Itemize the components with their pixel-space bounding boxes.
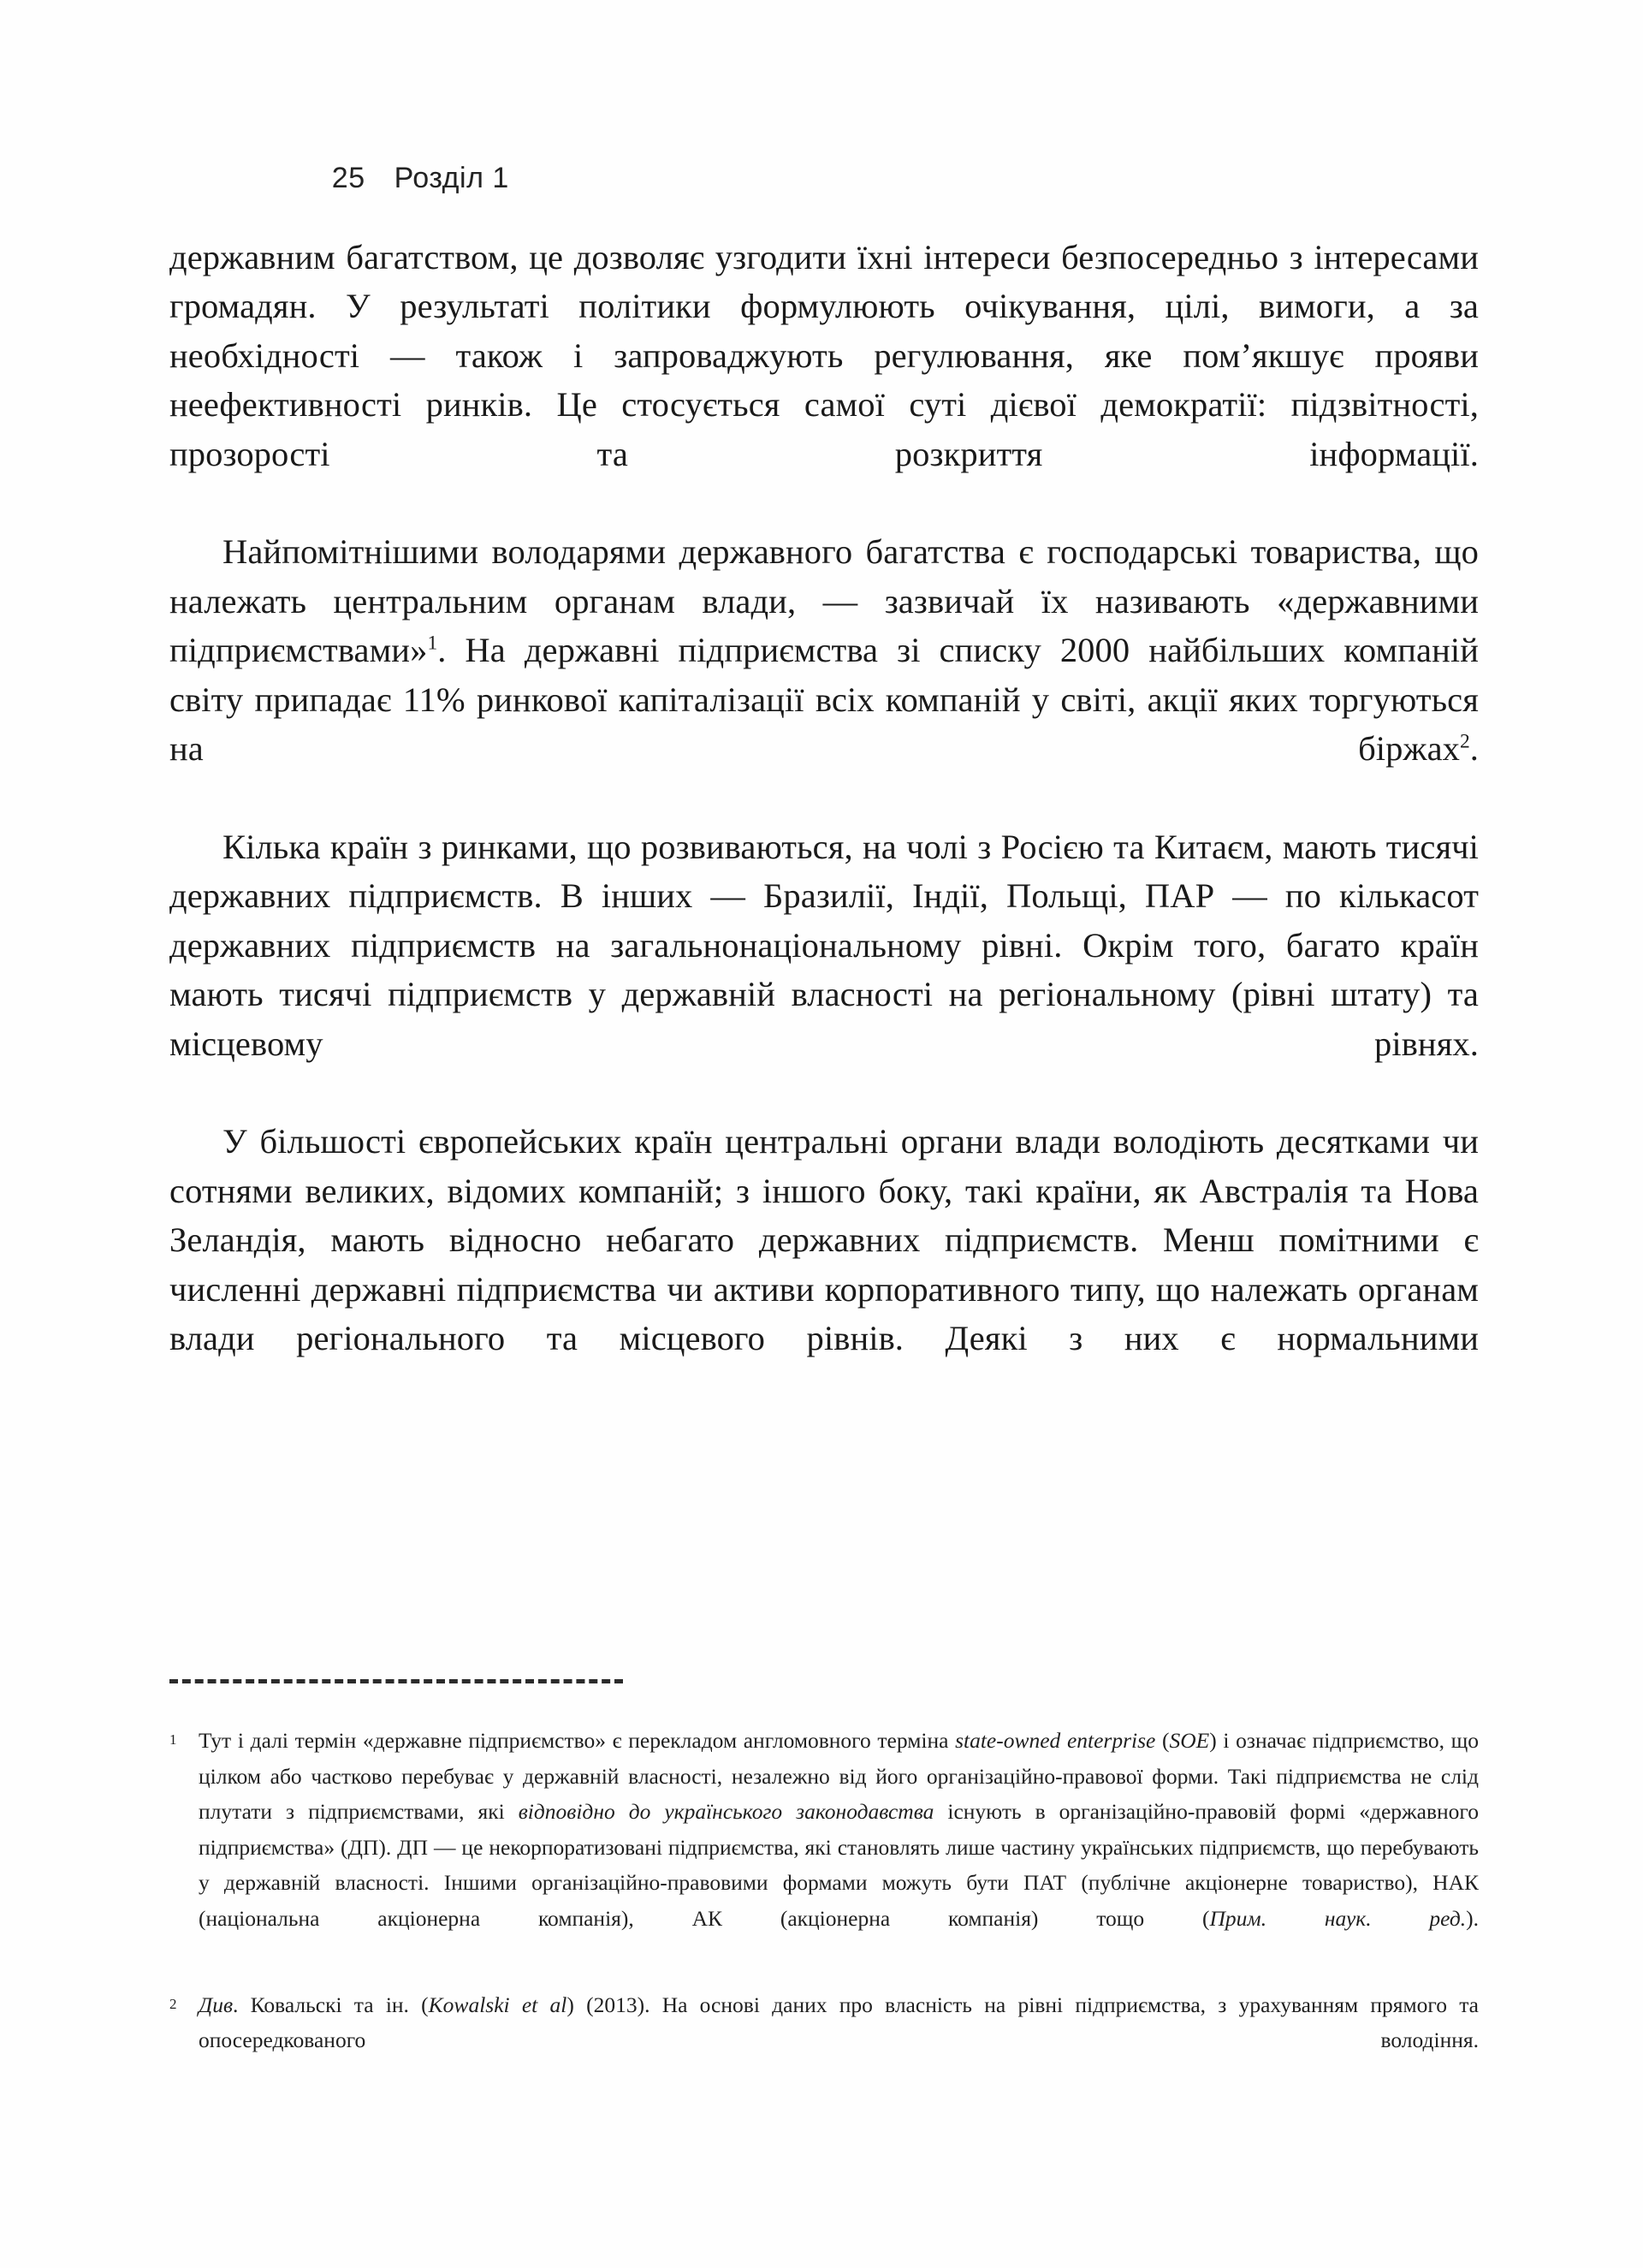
footnote-text: Див. Ковальскі та ін. (Kowalski et al) (2013). На основі даних про власність на рівні підприємства, з урахуванням прямого та опосередкованого володіння.	[199, 1992, 1479, 2052]
page-number: 25	[331, 162, 365, 194]
footnote-italic-run: state-owned enterprise	[955, 1728, 1156, 1753]
paragraph-text: Кілька країн з ринками, що розвиваються, на чолі з Росією та Китаєм, мають тисячі державних підприємств. В інших — Бразилії, Індії, Польщі, ПАР — по кількасот державних підприємств на загальнонаціональному рівні. Окрім того, багато країн мають тисячі підприємств у державній власності на регіональному (рівні штату) та місцевому рівнях.	[169, 827, 1479, 1063]
paragraph-text: У більшості європейських країн центральні органи влади володіють десятками чи сотнями великих, відомих компаній; з іншого боку, такі країни, як Австралія та Нова Зеландія, мають відносно небагато державних підприємств. Менш помітними є численні державні підприємства чи активи корпоративного типу, що належать органам влади регіонального та місцевого рівнів. Деякі з них є нормальними	[169, 1122, 1479, 1357]
footnote-reference-1[interactable]: 1	[427, 632, 438, 655]
running-head	[298, 128, 509, 229]
footnote-italic-run: Прим. наук. ред.	[1209, 1905, 1467, 1931]
paragraph	[169, 1117, 1479, 1411]
body-text-block	[169, 233, 1479, 1412]
footnote-separator-rule	[169, 1679, 623, 1683]
paragraph-text: державним багатством, це дозволяє узгодити їхні інтереси безпосередньо з інтересами громадян. У результаті політики формулюють очікування, цілі, вимоги, а за необхідності — також і запроваджують регулювання, яке пом’якшує прояви неефективності ринків. Це стосується самої суті дієвої демократії: підзвітності, прозорості та розкриття інформації.	[169, 238, 1479, 473]
paragraph-text: Найпомітнішими володарями державного багатства є господарські товариства, що належать центральним органам влади, — зазвичай їх називають «державними підприємствами»$^1$. На державні підприємства зі списку 2000 найбільших компаній світу припадає 11% ринкової капіталізації всіх компаній у світі, акції яких торгуються на біржах$^2$.	[169, 532, 1479, 769]
footnote-area	[169, 1679, 1479, 2109]
paragraph	[169, 233, 1479, 527]
footnote-item	[169, 1987, 1479, 2094]
footnote-text: Тут і далі термін «державне підприємство» є перекладом англомовного терміна state-owned enterprise (SOE) і означає підприємство, що цілком або частково перебуває у державній власності, незалежно від його організаційно-правової форми. Такі підприємства не слід плутати з підприємствами, які відповідно до українського законодавства існують в організаційно-правовій формі «державного підприємства» (ДП). ДП — це некорпоратизовані підприємства, які становлять лише частину українських підприємств, що перебувають у державній власності. Іншими організаційно-правовими формами можуть бути ПАТ (публічне акціонерне товариство), НАК (національна акціонерна компанія), АК (акціонерна компанія) тощо (Прим. наук. ред.).	[199, 1728, 1479, 1931]
footnote-italic-run: відповідно до українського законодавства	[518, 1799, 934, 1824]
footnote-italic-run: Kowalski et al	[428, 1992, 567, 2017]
footnote-italic-run: Див	[199, 1992, 234, 2017]
paragraph	[169, 527, 1479, 822]
footnote-italic-run: SOE	[1169, 1728, 1210, 1753]
chapter-label: Розділ 1	[394, 162, 509, 194]
footnote-item	[169, 1723, 1479, 1972]
footnote-marker: 1	[169, 1731, 177, 1748]
footnote-marker: 2	[169, 1995, 177, 2012]
paragraph	[169, 822, 1479, 1117]
footnote-reference-2[interactable]: 2	[1460, 730, 1470, 753]
